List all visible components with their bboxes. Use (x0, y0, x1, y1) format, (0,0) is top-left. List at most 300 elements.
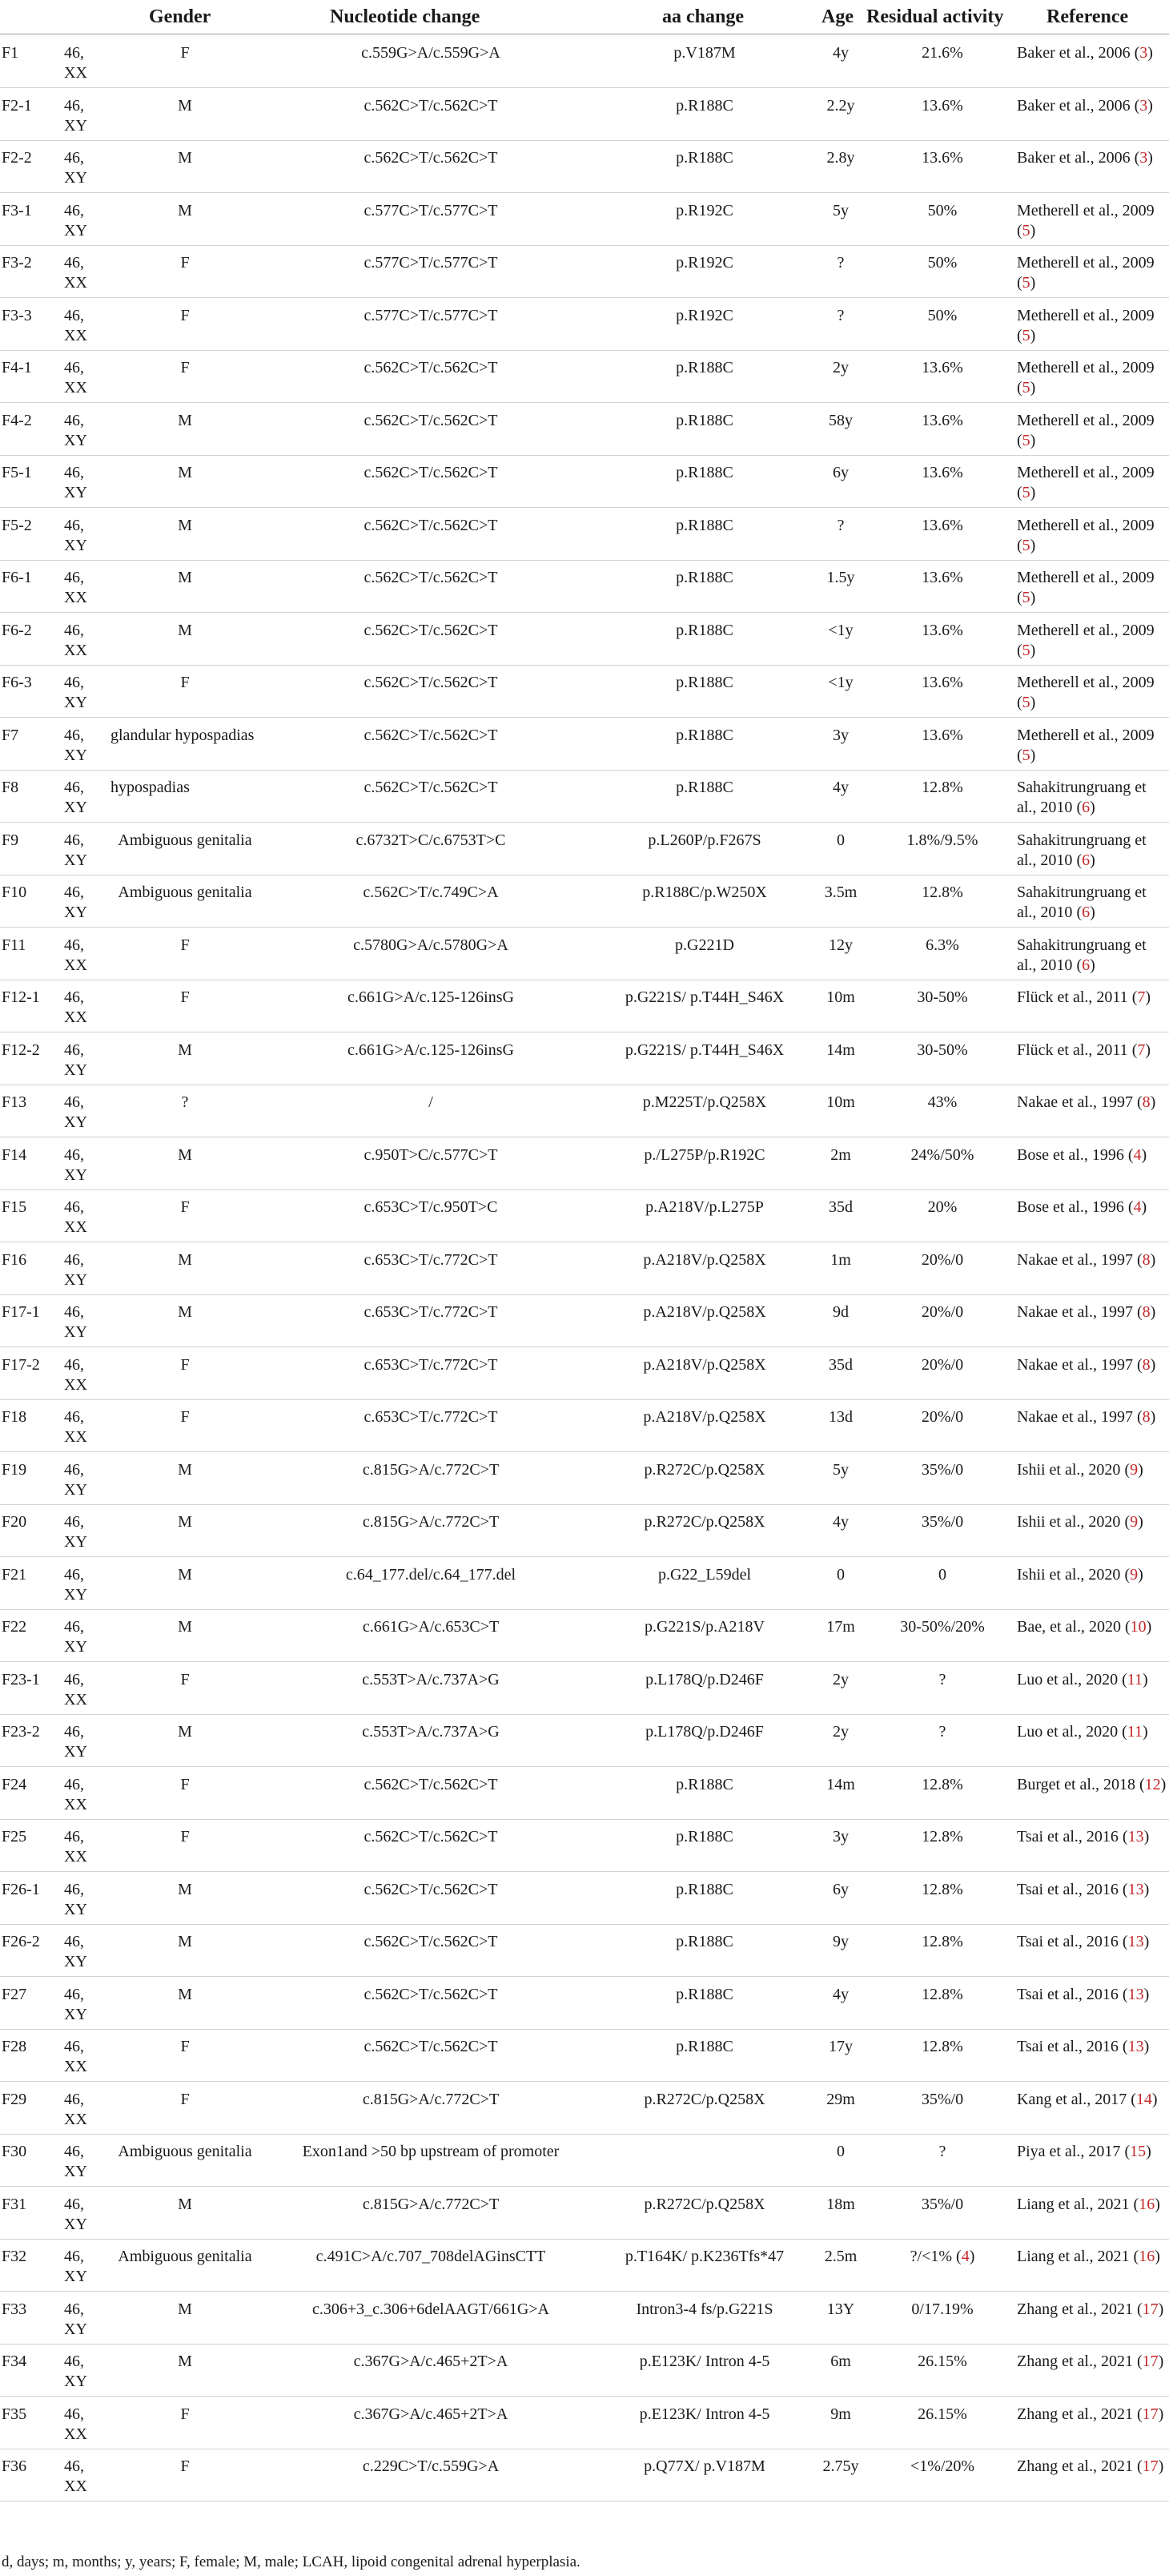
reference-text: Zhang et al., 2021 (1017, 2353, 1133, 2370)
cell-residual-activity (874, 883, 1010, 903)
cell-reference: Zhang et al., 2021 (17) (1017, 2300, 1164, 2318)
reference-text: Nakae et al., 1997 (1017, 1355, 1133, 1374)
residual-value: ? (938, 2143, 946, 2160)
cell-gender: F (180, 2457, 190, 2475)
header-residual: Residual activity (866, 6, 1004, 27)
cell-gender: M (178, 621, 192, 639)
cell-family-id: F17-1 (2, 1303, 40, 1321)
cell-family-id: F4-2 (2, 411, 32, 429)
cell-family-id: F29 (2, 2090, 27, 2108)
reference-text: Metherell et al., 2009 (1017, 726, 1155, 744)
cell-reference: Bose et al., 1996 (4) (1017, 1145, 1147, 1164)
cell-reference: Ishii et al., 2020 (9) (1017, 1460, 1143, 1479)
cell-gender: F (180, 1198, 190, 1216)
cell-residual-activity (874, 2352, 1010, 2372)
cell-family-id: F12-2 (2, 1040, 40, 1059)
cell-nucleotide-change: c.815G>A/c.772C>T (362, 1513, 500, 1531)
cell-age: 1.5y (826, 569, 855, 586)
cell-gender: F (180, 674, 190, 691)
cell-karyotype: 46, XY (64, 411, 87, 449)
cell-age: 2.75y (822, 2457, 859, 2475)
reference-citation-link[interactable]: 16 (1139, 2195, 1155, 2213)
reference-citation-link[interactable]: 8 (1142, 1093, 1151, 1111)
cell-family-id: F6-1 (2, 569, 32, 586)
cell-nucleotide-change: c.661G>A/c.125-126insG (347, 988, 514, 1006)
reference-citation-link[interactable]: 8 (1142, 1408, 1151, 1426)
cell-reference: Baker et al., 2006 (3) (1017, 44, 1153, 62)
cell-karyotype: 46, XX (64, 254, 87, 292)
reference-citation-link[interactable]: 12 (1144, 1775, 1161, 1793)
table-row (0, 2239, 1169, 2292)
cell-residual-activity (874, 1775, 1010, 1795)
reference-text: Metherell et al., 2009 (1017, 411, 1155, 429)
cell-gender: M (178, 1723, 192, 1741)
cell-residual-activity (874, 1040, 1010, 1061)
table-row (0, 1294, 1169, 1347)
cell-reference: Sahakitrungruang et al., 2010 (6) (1017, 883, 1147, 921)
cell-residual-activity (874, 2195, 1010, 2215)
cell-family-id: F7 (2, 726, 19, 744)
cell-age: 10m (826, 988, 855, 1006)
cell-residual-activity (874, 2457, 1010, 2477)
cell-residual-activity (874, 411, 1010, 431)
cell-aa-change: p.R188C (676, 2038, 733, 2055)
cell-karyotype: 46, XX (64, 621, 87, 659)
table-header (0, 0, 1169, 34)
cell-gender: F (180, 1670, 190, 1688)
cell-nucleotide-change: c.577C>T/c.577C>T (364, 254, 498, 272)
cell-reference: Tsai et al., 2016 (13) (1017, 1985, 1150, 2003)
cell-residual-activity (874, 1670, 1010, 1690)
reference-text: Flück et al., 2011 (1017, 988, 1128, 1006)
cell-aa-change: p.R192C (676, 254, 733, 272)
cell-age: 2.2y (826, 96, 855, 115)
cell-karyotype: 46, XY (64, 779, 87, 816)
cell-reference: Burget et al., 2018 (12) (1017, 1775, 1167, 1793)
table-row (0, 2344, 1169, 2397)
cell-family-id: F17-2 (2, 1355, 40, 1374)
cell-aa-change: p.A218V/p.Q258X (643, 1250, 766, 1269)
cell-nucleotide-change: Exon1and >50 bp upstream of promoter (302, 2143, 560, 2160)
residual-value: 13.6% (922, 569, 963, 586)
cell-gender: M (178, 1565, 192, 1584)
cell-family-id: F13 (2, 1093, 27, 1111)
residual-value: 20% (927, 1198, 958, 1216)
cell-age: 13d (829, 1408, 853, 1426)
cell-karyotype: 46, XX (64, 2090, 87, 2128)
reference-citation-link[interactable]: 5 (1022, 589, 1030, 606)
cell-reference: Flück et al., 2011 (7) (1017, 1040, 1151, 1059)
reference-citation-link[interactable]: 11 (1127, 1723, 1143, 1741)
residual-value: ? (938, 1670, 946, 1688)
cell-reference: Ishii et al., 2020 (9) (1017, 1565, 1143, 1584)
cell-gender: M (178, 1040, 192, 1059)
cell-nucleotide-change: c.653C>T/c.772C>T (364, 1408, 498, 1426)
cell-nucleotide-change: c.64_177.del/c.64_177.del (345, 1565, 516, 1584)
cell-reference: Ishii et al., 2020 (9) (1017, 1513, 1143, 1531)
residual-value: 13.6% (922, 149, 963, 167)
reference-citation-link[interactable]: 3 (1139, 96, 1148, 115)
table-row (0, 665, 1169, 718)
cell-aa-change: p.L178Q/p.D246F (645, 1670, 764, 1688)
reference-citation-link[interactable]: 3 (1139, 149, 1148, 167)
cell-family-id: F6-3 (2, 674, 32, 691)
cell-aa-change: p.R188C (676, 1775, 733, 1793)
cell-family-id: F15 (2, 1198, 27, 1216)
cell-karyotype: 46, XX (64, 1198, 87, 1236)
reference-citation-link[interactable]: 5 (1022, 274, 1030, 292)
reference-text: Ishii et al., 2020 (1017, 1513, 1121, 1531)
cell-residual-activity (874, 778, 1010, 798)
reference-text: Metherell et al., 2009 (1017, 621, 1155, 639)
cell-nucleotide-change: c.562C>T/c.562C>T (364, 464, 498, 481)
cell-reference: Tsai et al., 2016 (13) (1017, 2038, 1150, 2055)
table-row (0, 823, 1169, 875)
cell-gender: F (180, 1775, 190, 1793)
reference-citation-link[interactable]: 4 (1133, 1198, 1142, 1216)
table-row (0, 245, 1169, 298)
reference-citation-link[interactable]: 13 (1127, 1933, 1144, 1950)
cell-karyotype: 46, XX (64, 1828, 87, 1866)
cell-family-id: F5-2 (2, 516, 32, 534)
cell-reference: Zhang et al., 2021 (17) (1017, 2405, 1164, 2423)
cell-gender: M (178, 1250, 192, 1269)
table-row (0, 140, 1169, 193)
cell-aa-change: p.A218V/p.Q258X (643, 1303, 766, 1321)
residual-value: 13.6% (922, 621, 963, 639)
reference-citation-link[interactable]: 16 (1139, 2248, 1155, 2265)
reference-text: Tsai et al., 2016 (1017, 1828, 1119, 1845)
reference-citation-link[interactable]: 8 (1142, 1303, 1151, 1321)
reference-citation-link[interactable]: 7 (1137, 988, 1146, 1006)
cell-nucleotide-change: c.553T>A/c.737A>G (362, 1670, 500, 1688)
cell-aa-change: p.R188C (676, 726, 733, 744)
cell-reference: Nakae et al., 1997 (8) (1017, 1093, 1156, 1111)
table-row (0, 35, 1169, 88)
cell-karyotype: 46, XY (64, 201, 87, 239)
cell-aa-change: p.A218V/p.Q258X (643, 1408, 766, 1426)
cell-aa-change: p.L260P/p.F267S (648, 831, 761, 849)
reference-citation-link[interactable]: 14 (1135, 2090, 1152, 2108)
reference-citation-link[interactable]: 6 (1082, 956, 1091, 974)
cell-karyotype: 46, XX (64, 2457, 87, 2495)
residual-value: 30-50% (917, 1040, 968, 1059)
cell-residual-activity (874, 1512, 1010, 1532)
table-row (0, 1189, 1169, 1242)
table-row (0, 2187, 1169, 2240)
cell-nucleotide-change: c.306+3_c.306+6delAAGT/661G>A (311, 2300, 549, 2318)
cell-gender: F (180, 2405, 190, 2423)
cell-residual-activity (874, 1145, 1010, 1165)
cell-age: 3y (833, 1828, 849, 1845)
cell-aa-change: p.E123K/ Intron 4-5 (639, 2353, 770, 2370)
cell-family-id: F19 (2, 1460, 27, 1479)
residual-value: <1%/20% (910, 2457, 975, 2475)
reference-citation-link[interactable]: 5 (1022, 536, 1030, 554)
table-row (0, 2292, 1169, 2345)
cell-residual-activity (874, 1407, 1010, 1427)
cell-aa-change: p.R188C (676, 464, 733, 481)
reference-citation-link[interactable]: 10 (1130, 1618, 1147, 1636)
cell-nucleotide-change: c.562C>T/c.562C>T (364, 516, 498, 534)
cell-residual-activity (874, 2300, 1010, 2320)
cell-family-id: F8 (2, 779, 19, 796)
table-row (0, 1609, 1169, 1662)
reference-citation-link[interactable]: 6 (1082, 851, 1091, 869)
cell-reference: Metherell et al., 2009 (5) (1017, 411, 1155, 449)
reference-citation-link[interactable]: 8 (1142, 1250, 1151, 1269)
residual-value: 35%/0 (921, 2195, 964, 2213)
cell-reference: Baker et al., 2006 (3) (1017, 96, 1153, 115)
cell-family-id: F16 (2, 1250, 27, 1269)
reference-citation-link[interactable]: 11 (1127, 1670, 1143, 1688)
reference-citation-link[interactable]: 5 (1022, 694, 1030, 711)
cell-family-id: F24 (2, 1775, 27, 1793)
table-row (0, 2134, 1169, 2187)
reference-text: Ishii et al., 2020 (1017, 1565, 1121, 1584)
cell-gender: F (180, 44, 190, 62)
cell-age: 5y (833, 201, 849, 219)
reference-citation-link[interactable]: 5 (1022, 641, 1030, 659)
cell-nucleotide-change: c.815G>A/c.772C>T (362, 1460, 500, 1479)
residual-value: 6.3% (926, 936, 959, 954)
cell-nucleotide-change: c.562C>T/c.562C>T (364, 621, 498, 639)
cell-gender: M (178, 569, 192, 586)
reference-citation-link[interactable]: 5 (1022, 746, 1030, 764)
cell-nucleotide-change: c.559G>A/c.559G>A (361, 44, 500, 62)
reference-citation-link[interactable]: 13 (1127, 1985, 1144, 2003)
reference-citation-link[interactable]: 6 (1082, 799, 1091, 816)
reference-citation-link[interactable]: 5 (1022, 379, 1030, 396)
residual-value: 13.6% (922, 359, 963, 376)
cell-nucleotide-change: c.562C>T/c.562C>T (364, 1880, 498, 1898)
cell-karyotype: 46, XX (64, 1408, 87, 1446)
cell-family-id: F35 (2, 2405, 27, 2423)
cell-nucleotide-change: c.562C>T/c.562C>T (364, 1985, 498, 2003)
cell-gender: F (180, 988, 190, 1006)
cell-family-id: F18 (2, 1408, 27, 1426)
reference-citation-link[interactable]: 7 (1137, 1040, 1146, 1059)
cell-residual-activity (874, 43, 1010, 63)
cell-nucleotide-change: c.6732T>C/c.6753T>C (356, 831, 506, 849)
table-row (0, 980, 1169, 1032)
reference-text: Sahakitrungruang et al., 2010 (1017, 779, 1147, 816)
cell-karyotype: 46, XY (64, 1303, 87, 1341)
cell-family-id: F12-1 (2, 988, 40, 1006)
cell-karyotype: 46, XX (64, 1670, 87, 1709)
cell-aa-change: p.R192C (676, 201, 733, 219)
reference-citation-link[interactable]: 8 (1142, 1355, 1151, 1374)
cell-age: 9d (833, 1303, 849, 1321)
cell-age: 6y (833, 1880, 849, 1898)
cell-nucleotide-change: c.653C>T/c.950T>C (364, 1198, 498, 1216)
residual-value: ?/<1% (910, 2248, 953, 2265)
cell-age: 35d (829, 1198, 853, 1216)
cell-gender: M (178, 1145, 192, 1164)
reference-citation-link[interactable]: 9 (1130, 1513, 1139, 1531)
reference-citation-link[interactable]: 3 (1139, 44, 1148, 62)
cell-nucleotide-change: c.562C>T/c.749C>A (363, 883, 499, 901)
reference-citation-link[interactable]: 9 (1130, 1565, 1139, 1584)
cell-age: <1y (828, 674, 854, 691)
cell-age: 4y (833, 1985, 849, 2003)
reference-citation-link[interactable]: 15 (1130, 2143, 1147, 2160)
reference-citation-link[interactable]: 17 (1142, 2405, 1159, 2423)
cell-residual-activity (874, 96, 1010, 116)
cell-age: 5y (833, 1460, 849, 1479)
cell-karyotype: 46, XY (64, 96, 87, 135)
cell-family-id: F28 (2, 2038, 27, 2055)
residual-value: 43% (927, 1093, 958, 1111)
cell-aa-change: p.R272C/p.Q258X (644, 1513, 765, 1531)
reference-citation-link[interactable]: 5 (1022, 326, 1030, 344)
cell-reference: Tsai et al., 2016 (13) (1017, 1933, 1150, 1950)
reference-citation-link[interactable]: 13 (1127, 1828, 1144, 1845)
reference-text: Metherell et al., 2009 (1017, 516, 1155, 534)
cell-karyotype: 46, XY (64, 1880, 87, 1918)
cell-reference: Metherell et al., 2009 (5) (1017, 726, 1155, 764)
residual-value: 12.8% (922, 1985, 963, 2003)
cell-gender: M (178, 464, 192, 481)
cell-reference: Bose et al., 1996 (4) (1017, 1198, 1147, 1216)
cell-reference: Piya et al., 2017 (15) (1017, 2143, 1151, 2160)
cell-family-id: F32 (2, 2248, 27, 2265)
table-row (0, 1032, 1169, 1085)
cell-karyotype: 46, XY (64, 1723, 87, 1761)
cell-family-id: F3-3 (2, 306, 32, 324)
reference-citation-link[interactable]: 9 (1130, 1460, 1139, 1479)
cell-residual-activity (874, 358, 1010, 378)
residual-value: 30-50%/20% (900, 1618, 985, 1636)
residual-citation-link[interactable]: 4 (961, 2248, 970, 2265)
reference-citation-link[interactable]: 17 (1142, 2300, 1159, 2318)
cell-aa-change: p.M225T/p.Q258X (642, 1093, 767, 1111)
cell-family-id: F2-1 (2, 96, 32, 115)
cell-family-id: F9 (2, 831, 19, 849)
cell-karyotype: 46, XX (64, 2038, 87, 2075)
cell-age: 14m (826, 1040, 855, 1059)
reference-citation-link[interactable]: 13 (1127, 2038, 1144, 2055)
reference-citation-link[interactable]: 13 (1127, 1880, 1144, 1898)
cell-nucleotide-change: c.491C>A/c.707_708delAGinsCTT (315, 2248, 546, 2265)
cell-reference: Liang et al., 2021 (16) (1017, 2195, 1160, 2213)
cell-residual-activity (874, 306, 1010, 326)
cell-age: 4y (833, 1513, 849, 1531)
residual-value: 35%/0 (921, 2090, 964, 2108)
cell-age: 0 (837, 831, 845, 849)
cell-gender: Ambiguous genitalia (118, 2143, 252, 2160)
residual-value: 13.6% (922, 464, 963, 481)
cell-age: 3.5m (824, 883, 858, 901)
cell-karyotype: 46, XY (64, 464, 87, 501)
cell-family-id: F3-2 (2, 254, 32, 272)
reference-text: Metherell et al., 2009 (1017, 306, 1155, 324)
table-row (0, 1452, 1169, 1505)
cell-family-id: F31 (2, 2195, 27, 2213)
cell-nucleotide-change: c.562C>T/c.562C>T (364, 96, 498, 115)
cell-karyotype: 46, XX (64, 569, 87, 606)
cell-family-id: F3-1 (2, 201, 32, 219)
cell-age: 0 (837, 1565, 845, 1584)
reference-text: Nakae et al., 1997 (1017, 1093, 1133, 1111)
reference-text: Metherell et al., 2009 (1017, 201, 1155, 219)
residual-value: 35%/0 (921, 1460, 964, 1479)
cell-reference: Metherell et al., 2009 (5) (1017, 306, 1155, 344)
residual-value: 0/17.19% (911, 2300, 974, 2318)
cell-aa-change: p.G22_L59del (657, 1565, 752, 1584)
cell-residual-activity (874, 1093, 1010, 1113)
cell-residual-activity (874, 988, 1010, 1008)
cell-age: 18m (826, 2195, 855, 2213)
cell-age: <1y (828, 621, 854, 639)
cell-age: 2.5m (824, 2248, 858, 2265)
table-row (0, 1662, 1169, 1715)
residual-value: 50% (927, 254, 958, 272)
table-row (0, 2029, 1169, 2082)
cell-karyotype: 46, XY (64, 2195, 87, 2233)
reference-citation-link[interactable]: 5 (1022, 221, 1030, 239)
cell-family-id: F21 (2, 1565, 27, 1584)
cell-age: 10m (826, 1093, 855, 1111)
reference-citation-link[interactable]: 4 (1133, 1145, 1142, 1164)
cell-nucleotide-change: c.562C>T/c.562C>T (364, 411, 498, 429)
reference-citation-link[interactable]: 17 (1142, 2353, 1159, 2370)
reference-text: Luo et al., 2020 (1017, 1723, 1119, 1741)
table-row (0, 2449, 1169, 2502)
cell-karyotype: 46, XY (64, 831, 87, 869)
residual-value: 13.6% (922, 726, 963, 744)
reference-citation-link[interactable]: 6 (1082, 904, 1091, 921)
cell-reference: Flück et al., 2011 (7) (1017, 988, 1151, 1006)
cell-aa-change: p.A218V/p.L275P (645, 1198, 764, 1216)
cell-reference: Zhang et al., 2021 (17) (1017, 2457, 1164, 2475)
cell-age: 12y (829, 936, 853, 954)
cell-age: 2y (833, 1723, 849, 1741)
cell-gender: M (178, 1933, 192, 1950)
reference-text: Metherell et al., 2009 (1017, 569, 1155, 586)
cell-karyotype: 46, XX (64, 1355, 87, 1394)
cell-family-id: F6-2 (2, 621, 32, 639)
cell-nucleotide-change: c.553T>A/c.737A>G (362, 1723, 500, 1741)
cell-aa-change: p.E123K/ Intron 4-5 (639, 2405, 770, 2423)
cell-aa-change: p.T164K/ p.K236Tfs*47 (625, 2248, 785, 2265)
cell-karyotype: 46, XX (64, 44, 87, 82)
cell-reference: Baker et al., 2006 (3) (1017, 149, 1153, 167)
cell-gender: F (180, 254, 190, 272)
residual-value: 13.6% (922, 516, 963, 534)
table-row (0, 2082, 1169, 2135)
cell-gender: M (178, 1303, 192, 1321)
table-row (0, 1924, 1169, 1977)
cell-gender: F (180, 936, 190, 954)
cell-residual-activity (874, 2142, 1010, 2162)
table-row (0, 928, 1169, 980)
cell-reference: Tsai et al., 2016 (13) (1017, 1828, 1150, 1845)
reference-citation-link[interactable]: 17 (1142, 2457, 1159, 2475)
cell-age: 2y (833, 359, 849, 376)
cell-gender: M (178, 1880, 192, 1898)
cell-reference: Nakae et al., 1997 (8) (1017, 1250, 1156, 1269)
cell-family-id: F26-1 (2, 1880, 40, 1898)
cell-karyotype: 46, XY (64, 1040, 87, 1079)
cell-reference: Bae, et al., 2020 (10) (1017, 1618, 1152, 1636)
cell-nucleotide-change: c.229C>T/c.559G>A (362, 2457, 500, 2475)
reference-citation-link[interactable]: 5 (1022, 484, 1030, 501)
cell-age: 17m (826, 1618, 855, 1636)
reference-citation-link[interactable]: 5 (1022, 431, 1030, 449)
cell-nucleotide-change: c.577C>T/c.577C>T (364, 306, 498, 324)
cell-gender: M (178, 2353, 192, 2370)
